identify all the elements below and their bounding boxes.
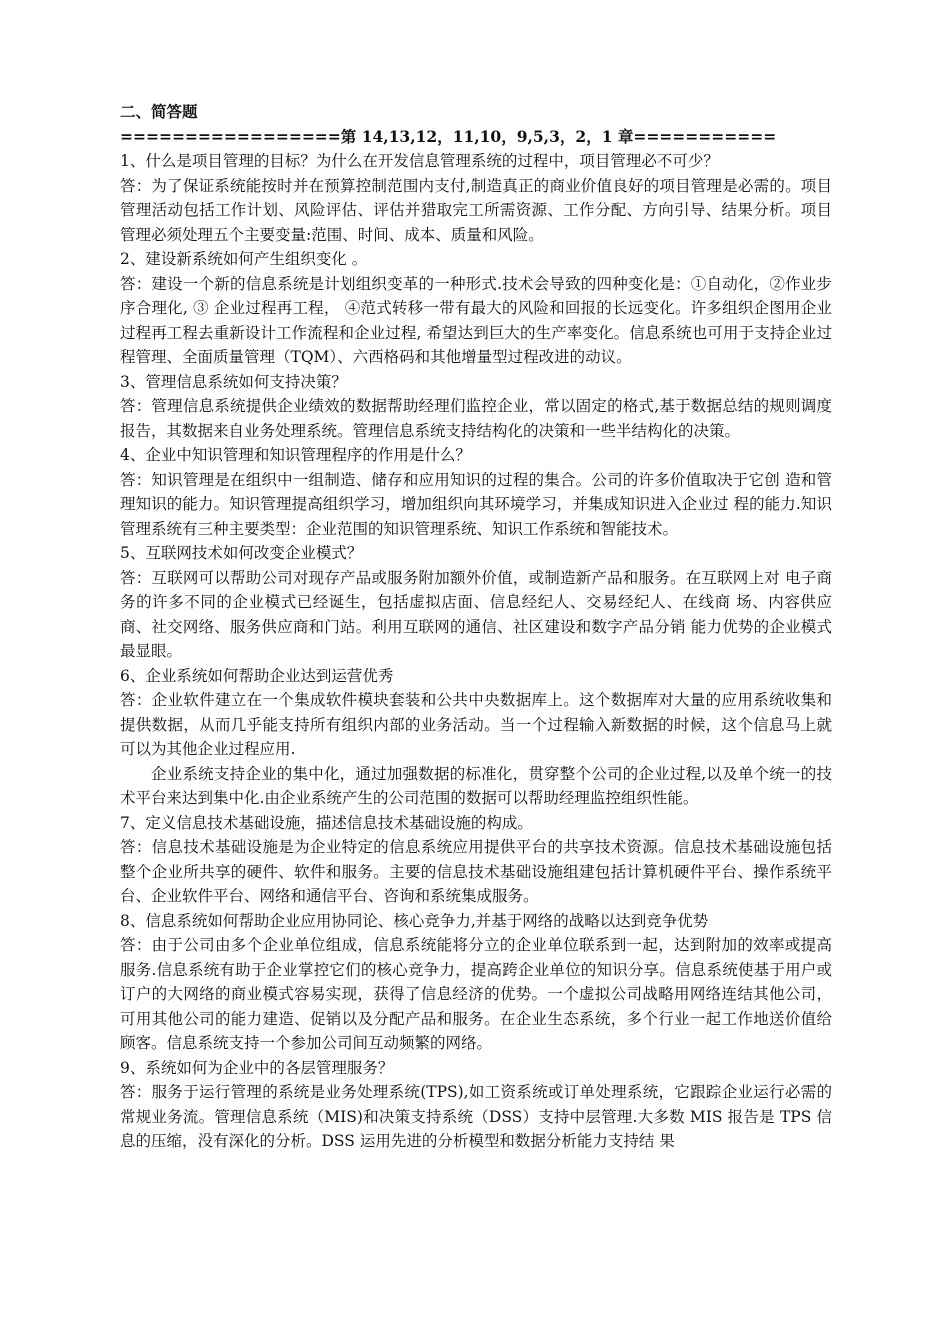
qa-item [120,1056,832,1154]
question: 1、什么是项目管理的目标？为什么在开发信息管理系统的过程中，项目管理必不可少？ [120,152,719,170]
qa-item [120,909,832,1056]
question: 3、管理信息系统如何支持决策？ [120,372,347,391]
question: 6、企业系统如何帮助企业达到运营优秀 [120,666,394,685]
question: 8、信息系统如何帮助企业应用协同论、核心竞争力,并基于网络的战略以达到竞争优势 [120,911,709,930]
qa-item [120,149,832,247]
qa-item [120,664,832,811]
answer: 答：管理信息系统提供企业绩效的数据帮助经理们监控企业，常以固定的格式,基于数据总结的规则调度报告，其数据来自业务处理系统。管理信息系统支持结构化的决策和一些半结构化的决策。 [120,397,832,440]
answer: 答：企业软件建立在一个集成软件模块套装和公共中央数据库上。这个数据库对大量的应用系统收集和提供数据，从而几乎能支持所有组织内部的业务活动。当一个过程输入新数据的时候，这个信息马上就可以为其他企业过程应用. [120,691,832,758]
qa-item [120,443,832,541]
answer: 答：服务于运行管理的系统是业务处理系统(TPS),如工资系统或订单处理系统，它跟踪企业运行必需的常规业务流。管理信息系统（MIS)和决策支持系统（DSS）支持中层管理.大多数 MIS 报告是 TPS 信息的压缩，没有深化的分析。DSS 运用先进的分析模型和数据分析能力支持结 果 [120,1083,832,1150]
answer: 答：互联网可以帮助公司对现存产品或服务附加额外价值，或制造新产品和服务。在互联网上对 电子商务的许多不同的企业模式已经诞生，包括虚拟店面、信息经纪人、交易经纪人、在线商 场、内容供应商、社交网络、服务供应商和门站。利用互联网的通信、社区建设和数字产品分销 能力优势的企业模式最显眼。 [120,568,832,660]
answer: 答：信息技术基础设施是为企业特定的信息系统应用提供平台的共享技术资源。信息技术基础设施包括整个企业所共享的硬件、软件和服务。主要的信息技术基础设施组建包括计算机硬件平台、操作系统平台、企业软件平台、网络和通信平台、咨询和系统集成服务。 [120,838,832,905]
qa-item [120,811,832,909]
answer: 答：知识管理是在组织中一组制造、储存和应用知识的过程的集合。公司的许多价值取决于它创 造和管理知识的能力。知识管理提高组织学习，增加组织向其环境学习，并集成知识进入企业过 程的能力.知识管理系统有三种主要类型：企业范围的知识管理系统、知识工作系统和智能技术。 [120,470,832,538]
chapter-range-line: =================第 14,13,12，11,10，9,5,3，2，1 章=========== [120,126,777,146]
answer: 答：由于公司由多个企业单位组成，信息系统能将分立的企业单位联系到一起，达到附加的效率或提高服务.信息系统有助于企业掌控它们的核心竞争力，提高跨企业单位的知识分享。信息系统使基于用户或订户的大网络的商业模式容易实现，获得了信息经济的优势。一个虚拟公司战略用网络连结其他公司，可用其他公司的能力建造、促销以及分配产品和服务。在企业生态系统，多个行业一起工作地送价值给顾客。信息系统支持一个参加公司间互动频繁的网络。 [120,936,832,1052]
qa-item [120,541,832,664]
qa-item [120,247,832,370]
section-title: 二、简答题 [120,102,198,121]
question: 9、系统如何为企业中的各层管理服务？ [120,1058,394,1077]
answer: 答：建设一个新的信息系统是计划组织变革的一种形式.技术会导致的四种变化是：①自动化，②作业步序合理化, ③ 企业过程再工程， ④范式转移一带有最大的风险和回报的长远变化。许多组织企图用企业过程再工程去重新设计工作流程和企业过程, 希望达到巨大的生产率变化。信息系统也可用于支持企业过程管理、全面质量管理（TQM）、六西格码和其他增量型过程改进的动议。 [120,274,832,366]
answer-paragraph: 企业系统支持企业的集中化，通过加强数据的标准化，贯穿整个公司的企业过程,以及单个统一的技术平台来达到集中化.由企业系统产生的公司范围的数据可以帮助经理监控组织性能。 [120,764,832,807]
question: 7、定义信息技术基础设施，描述信息技术基础设施的构成。 [120,813,533,832]
qa-item [120,370,832,444]
question: 5、互联网技术如何改变企业模式？ [120,544,363,562]
question: 4、企业中知识管理和知识管理程序的作用是什么？ [120,446,471,464]
document-page [120,100,832,1154]
question: 2、建设新系统如何产生组织变化 。 [120,250,368,268]
answer: 答：为了保证系统能按时并在预算控制范围内支付,制造真正的商业价值良好的项目管理是必需的。项目管理活动包括工作计划、风险评估、评估并猎取完工所需资源、工作分配、方向引导、结果分析。项目管理必须处理五个主要变量:范围、时间、成本、质量和风险。 [120,176,832,244]
